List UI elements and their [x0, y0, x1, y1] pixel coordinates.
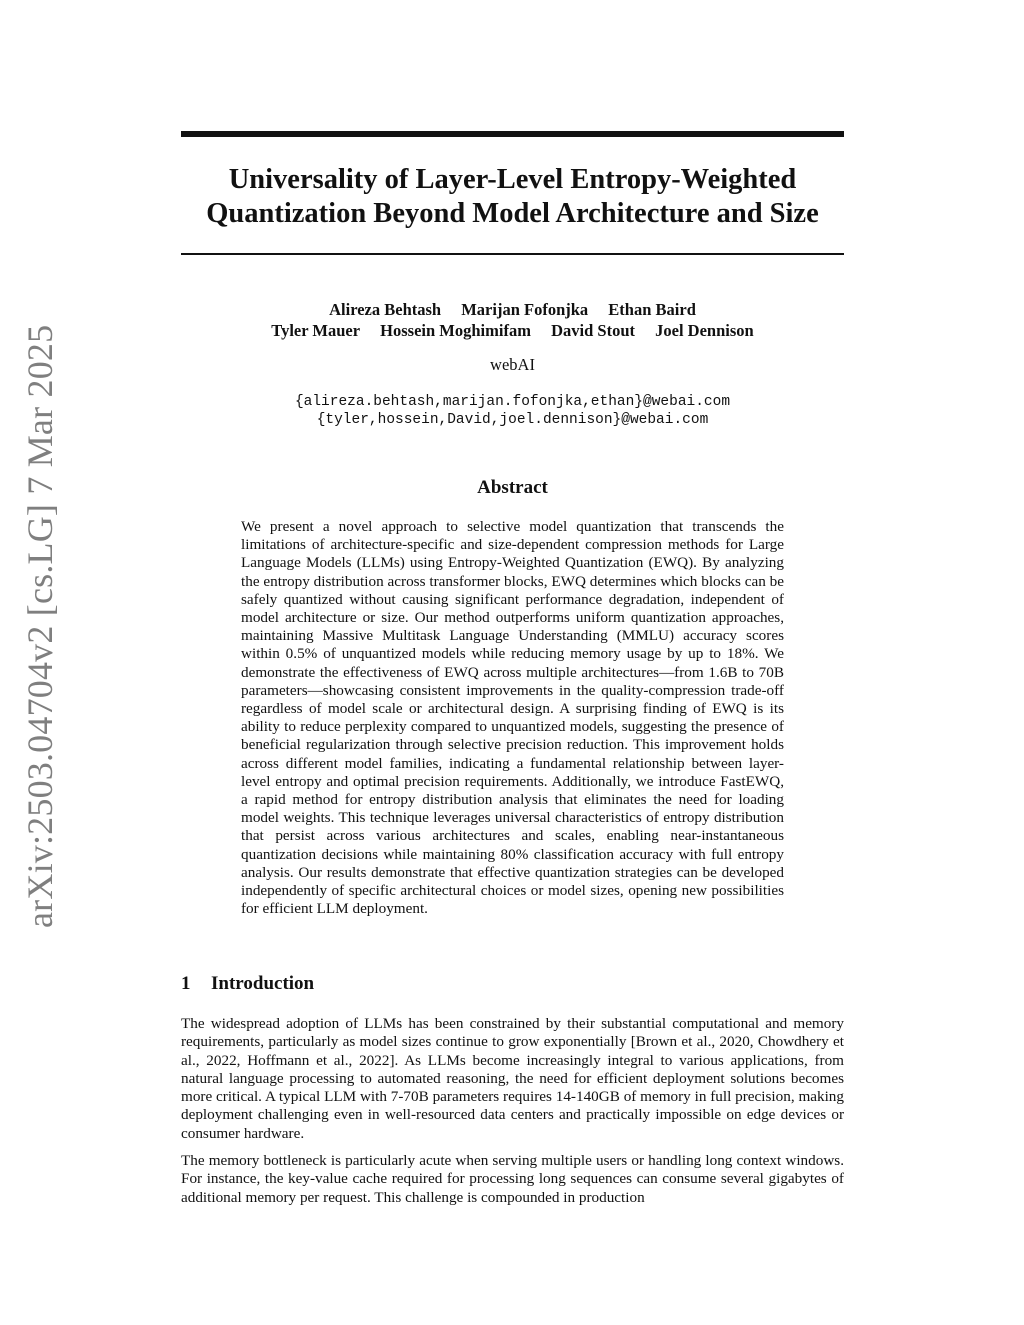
title-top-rule	[181, 131, 844, 137]
author-line	[181, 299, 844, 320]
body-paragraph: The memory bottleneck is particularly acute when serving multiple users or handling long context windows. For instance, the key-value cache required for processing long sequences can consume several gigabytes of additional memory per request. This challenge is compounded in production	[181, 1152, 844, 1206]
author-name: Hossein Moghimifam	[380, 321, 531, 340]
author-name: Ethan Baird	[608, 300, 696, 319]
abstract-text: We present a novel approach to selective model quantization that transcends the limitations of architecture-specific and size-dependent compression methods for Large Language Models (LLMs) using Entropy-Weighted Quantization (EWQ). By analyzing the entropy distribution across transformer blocks, EWQ determines which blocks can be safely quantized without causing significant performance degradation, independent of model architecture or size. Our method outperforms uniform quantization approaches, maintaining Massive Multitask Language Understanding (MMLU) accuracy scores within 0.5% of unquantized models while reducing memory usage by up to 18%. We demonstrate the effectiveness of EWQ across multiple architectures—from 1.6B to 70B parameters—showcasing consistent improvements in the quality-compression trade-off regardless of model scale or architectural design. A surprising finding of EWQ is its ability to reduce perplexity compared to unquantized models, suggesting the presence of beneficial regularization through selective precision reduction. This improvement holds across different model families, indicating a fundamental relationship between layer-level entropy and optimal precision requirements. Additionally, we introduce FastEWQ, a rapid method for entropy distribution analysis that eliminates the need for loading model weights. This technique leverages universal characteristics of entropy distribution that persist across various architectures and scales, enabling near-instantaneous quantization decisions while maintaining 80% classification accuracy with full entropy analysis. Our results demonstrate that effective quantization strategies can be developed independently of specific architectural choices or model sizes, opening new possibilities for efficient LLM deployment.	[241, 518, 784, 918]
abstract-heading: Abstract	[477, 477, 548, 498]
affiliation: webAI	[490, 355, 535, 374]
arxiv-identifier-stamp: arXiv:2503.04704v2 [cs.LG] 7 Mar 2025	[20, 324, 60, 928]
author-list	[181, 299, 844, 341]
title-bottom-rule	[181, 253, 844, 255]
body-paragraph: The widespread adoption of LLMs has been constrained by their substantial computational and memory requirements, particularly as model sizes continue to grow exponentially [Brown et al., 2020, Chowdhery et al., 2022, Hoffmann et al., 2022]. As LLMs become increasingly integral to various applications, from natural language processing to automated reasoning, the need for efficient deployment solutions becomes more critical. A typical LLM with 7-70B parameters requires 14-140GB of memory in full precision, making deployment challenging even in well-resourced data centers and practically impossible on edge devices or consumer hardware.	[181, 1015, 844, 1142]
paper-title: Universality of Layer-Level Entropy-Weighted Quantization Beyond Model Architecture and Size	[206, 164, 819, 229]
author-emails	[181, 393, 844, 429]
author-name: Tyler Mauer	[271, 321, 361, 340]
author-name: Marijan Fofonjka	[461, 300, 589, 319]
section-title: Introduction	[211, 973, 315, 994]
author-name: Joel Dennison	[655, 321, 754, 340]
author-name: Alireza Behtash	[329, 300, 442, 319]
author-line	[181, 320, 844, 341]
email-line: {alireza.behtash,marijan.fofonjka,ethan}@webai.com	[294, 394, 731, 410]
section-number: 1	[181, 973, 191, 994]
email-line: {tyler,hossein,David,joel.dennison}@webai.com	[316, 412, 709, 428]
section-heading-introduction	[181, 972, 314, 996]
author-name: David Stout	[551, 321, 635, 340]
